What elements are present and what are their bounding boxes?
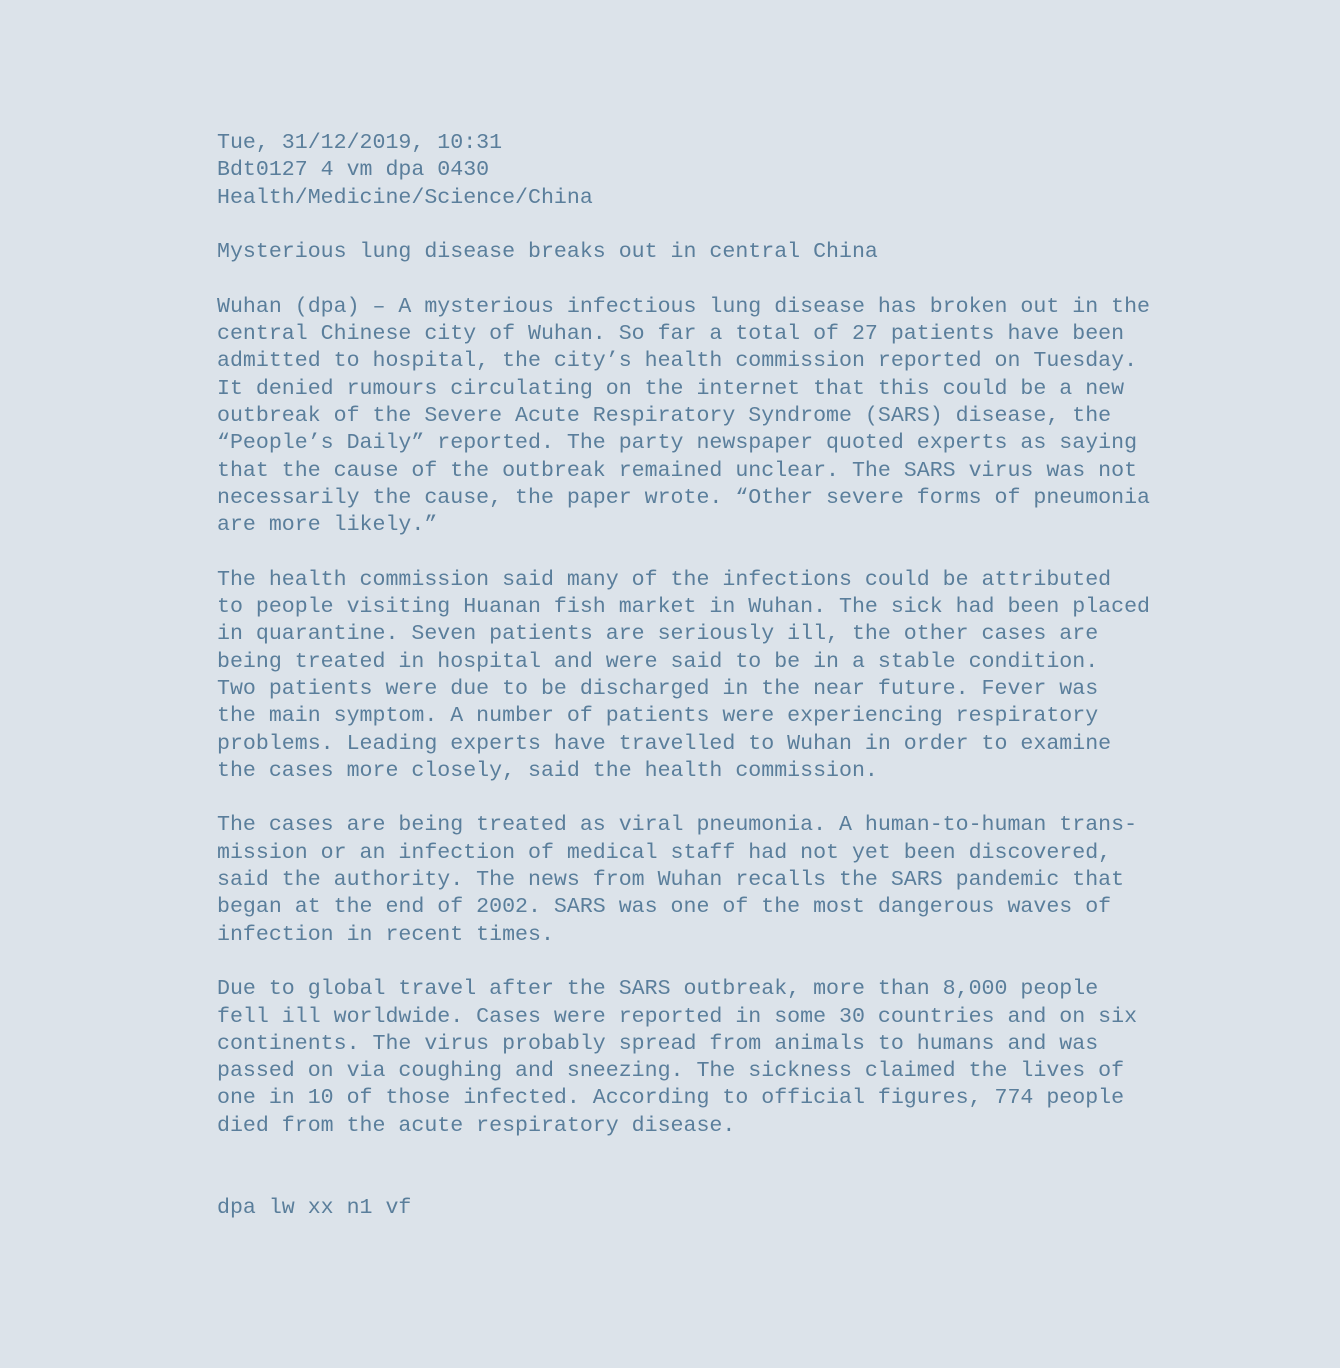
paragraph-3 <box>217 812 1227 948</box>
paragraph-2 <box>217 567 1227 785</box>
report-footer-code: dpa lw xx n1 vf <box>217 1195 412 1220</box>
paragraph-line: central Chinese city of Wuhan. So far a total of 27 patients have been <box>217 322 1125 347</box>
paragraph-line: continents. The virus probably spread from animals to humans and was <box>217 1031 1099 1056</box>
paragraph-line: problems. Leading experts have travelled to Wuhan in order to examine <box>217 731 1112 756</box>
paragraph-line: that the cause of the outbreak remained unclear. The SARS virus was not <box>217 458 1138 483</box>
paragraph-line: the cases more closely, said the health commission. <box>217 758 878 783</box>
paragraph-line: “People’s Daily” reported. The party newspaper quoted experts as saying <box>217 431 1138 456</box>
paragraph-line: mission or an infection of medical staff had not yet been discovered, <box>217 840 1112 865</box>
paragraph-line: said the authority. The news from Wuhan recalls the SARS pandemic that <box>217 868 1125 893</box>
report-header <box>217 130 1227 212</box>
spacer <box>217 212 1227 239</box>
paragraph-line: the main symptom. A number of patients were experiencing respiratory <box>217 704 1099 729</box>
paragraph-line: are more likely.” <box>217 513 438 538</box>
paragraph-line: The health commission said many of the infections could be attributed <box>217 567 1112 592</box>
report-code: Bdt0127 4 vm dpa 0430 <box>217 158 490 183</box>
paragraph-line: being treated in hospital and were said to be in a stable condition. <box>217 649 1099 674</box>
report-datetime: Tue, 31/12/2019, 10:31 <box>217 131 503 155</box>
paragraph-line: Due to global travel after the SARS outbreak, more than 8,000 people <box>217 977 1099 1002</box>
report-categories: Health/Medicine/Science/China <box>217 185 593 210</box>
paragraph-line: Wuhan (dpa) – A mysterious infectious lung disease has broken out in the <box>217 294 1151 319</box>
paragraph-line: It denied rumours circulating on the internet that this could be a new <box>217 376 1125 401</box>
paragraph-line: outbreak of the Severe Acute Respiratory Syndrome (SARS) disease, the <box>217 403 1112 428</box>
paragraph-line: to people visiting Huanan fish market in Wuhan. The sick had been placed <box>217 595 1151 620</box>
report-headline: Mysterious lung disease breaks out in central China <box>217 240 878 265</box>
paragraph-line: passed on via coughing and sneezing. The sickness claimed the lives of <box>217 1059 1125 1084</box>
spacer <box>217 785 1227 812</box>
spacer <box>217 1140 1227 1195</box>
paragraph-line: admitted to hospital, the city’s health commission reported on Tuesday. <box>217 349 1138 374</box>
paragraph-line: necessarily the cause, the paper wrote. “Other severe forms of pneumonia <box>217 485 1151 510</box>
paragraph-1 <box>217 294 1227 540</box>
paragraph-line: The cases are being treated as viral pneumonia. A human-to-human trans- <box>217 813 1138 838</box>
spacer <box>217 539 1227 566</box>
spacer <box>217 949 1227 976</box>
paragraph-line: infection in recent times. <box>217 922 554 947</box>
wire-report <box>217 130 1227 1222</box>
paragraph-line: fell ill worldwide. Cases were reported in some 30 countries and on six <box>217 1004 1138 1029</box>
spacer <box>217 266 1227 293</box>
paragraph-line: Two patients were due to be discharged in the near future. Fever was <box>217 676 1099 701</box>
paragraph-line: began at the end of 2002. SARS was one of the most dangerous waves of <box>217 895 1112 920</box>
paragraph-line: died from the acute respiratory disease. <box>217 1113 736 1138</box>
paragraph-line: in quarantine. Seven patients are seriously ill, the other cases are <box>217 622 1099 647</box>
paragraph-line: one in 10 of those infected. According to official figures, 774 people <box>217 1086 1125 1111</box>
paragraph-4 <box>217 976 1227 1140</box>
